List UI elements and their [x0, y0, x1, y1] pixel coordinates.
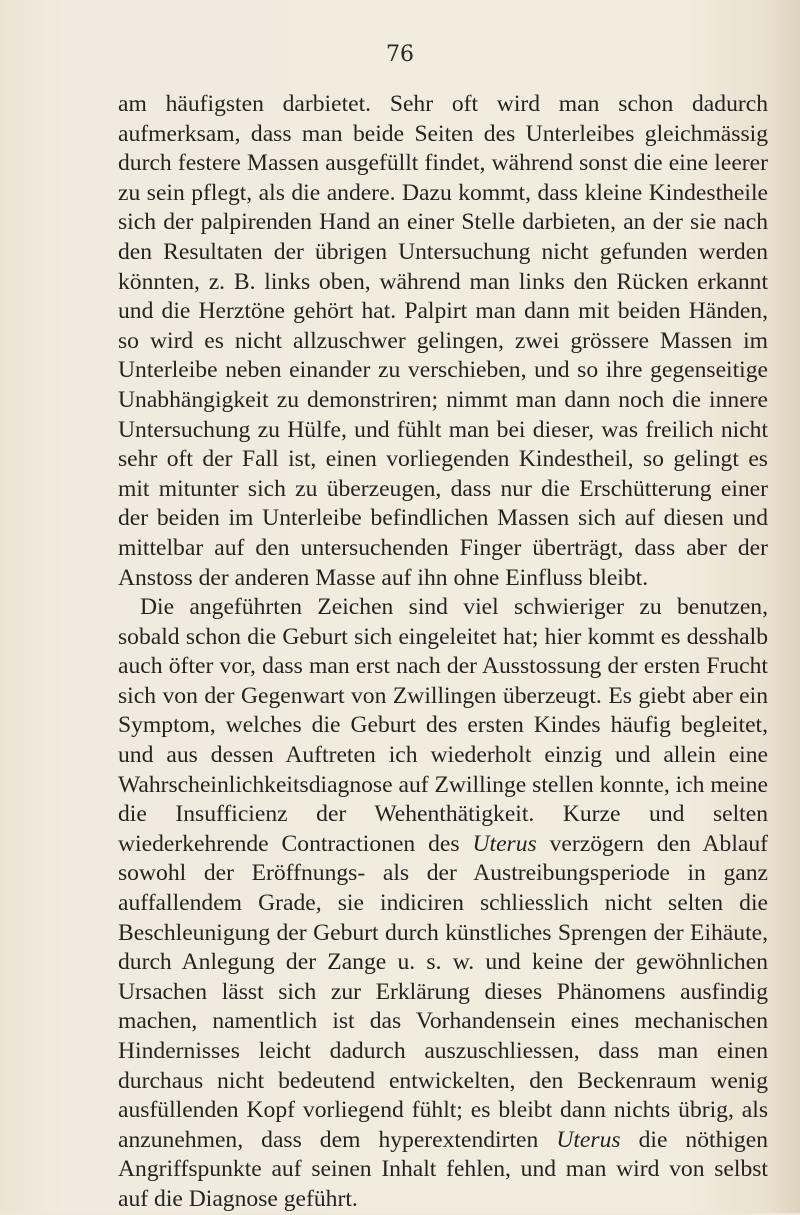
- text-run: am häufigsten darbietet. Sehr oft wird man schon dadurch aufmerksam, dass man beide Seiten des Unterleibes gleichmässig durch festere Massen ausgefüllt findet, während sonst die eine leerer zu sein pflegt, als die andere. Dazu kommt, dass kleine Kindestheile sich der palpirenden Hand an einer Stelle darbieten, an der sie nach den Resultaten der übrigen Untersuchung nicht gefunden werden könnten, z. B. links oben, während man links den Rücken erkannt und die Herztöne gehört hat. Palpirt man dann mit beiden Händen, so wird es nicht allzuschwer gelingen, zwei grössere Massen im Unterleibe neben einander zu verschieben, und so ihre gegenseitige Unabhängigkeit zu demonstriren; nimmt man dann noch die innere Untersuchung zu Hülfe, und fühlt man bei dieser, was freilich nicht sehr oft der Fall ist, einen vorliegenden Kindestheil, so gelingt es mit mitunter sich zu überzeugen, dass nur die Erschütterung einer der beiden im Unterleibe befindlichen Massen sich auf diesen und mittelbar auf den untersuchenden Finger überträgt, dass aber der Anstoss der anderen Masse auf ihn ohne Einfluss bleibt.: [118, 91, 768, 591]
- body-text: [118, 90, 768, 1215]
- text-run: Die angeführten Zeichen sind viel schwieriger zu benutzen, sobald schon die Geburt sich eingeleitet hat; hier kommt es desshalb auch öfter vor, dass man erst nach der Ausstossung der ersten Frucht sich von der Gegenwart von Zwillingen überzeugt. Es giebt aber ein Symptom, welches die Geburt des ersten Kindes häufig begleitet, und aus dessen Auftreten ich wiederholt einzig und allein eine Wahrscheinlichkeitsdiagnose auf Zwillinge stellen konnte, ich meine die Insufficienz der Wehenthätigkeit. Kurze und selten wiederkehrende Contractionen des: [118, 594, 769, 857]
- text-run: die nöthigen Angriffspunkte auf seinen Inhalt fehlen, und man wird von selbst auf die Diagnose geführt.: [118, 1126, 768, 1212]
- paragraph: [118, 593, 768, 1214]
- italic-term: Uterus: [472, 830, 537, 857]
- italic-term: Uterus: [556, 1126, 621, 1153]
- text-run: verzögern den Ablauf sowohl der Eröffnungs- als der Austreibungsperiode in ganz auffallendem Grade, sie indiciren schliesslich nicht selten die Beschleunigung der Geburt durch künstliches Sprengen der Eihäute, durch Anlegung der Zange u. s. w. und keine der gewöhnlichen Ursachen lässt sich zur Erklärung dieses Phänomens ausfindig machen, namentlich ist das Vorhandensein eines mechanischen Hindernisses leicht dadurch auszuschliessen, dass man einen durchaus nicht bedeutend entwickelten, den Beckenraum wenig ausfüllenden Kopf vorliegend fühlt; es bleibt dann nichts übrig, als anzunehmen, dass dem hyperextendirten: [118, 830, 768, 1153]
- page-number: 76: [386, 42, 414, 67]
- paragraph: [118, 90, 768, 593]
